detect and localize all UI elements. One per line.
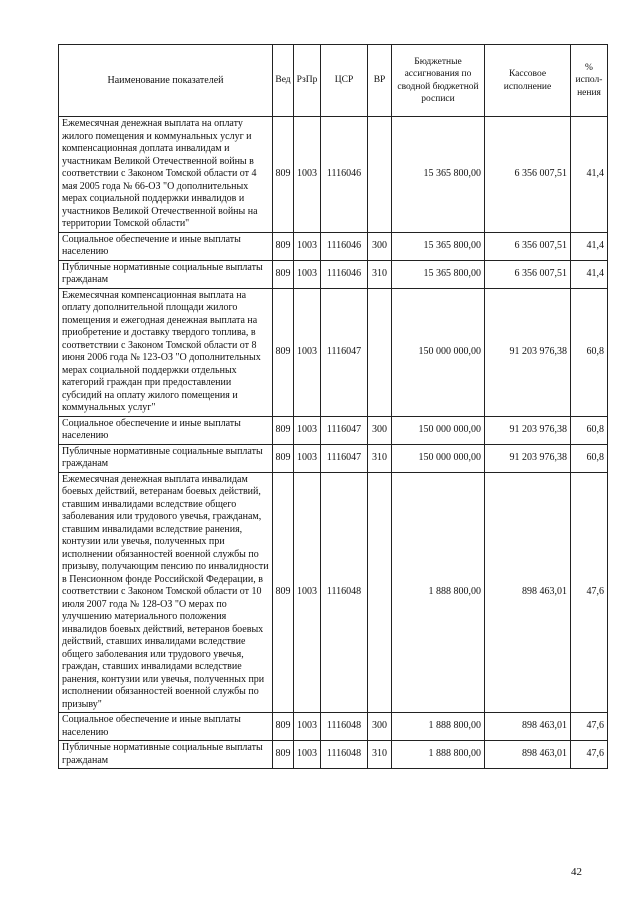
budget-execution-table <box>58 44 608 769</box>
row-department: 809 <box>273 260 294 288</box>
row-budget-allocation: 1 888 800,00 <box>392 741 485 769</box>
row-expense-type <box>368 472 392 713</box>
row-budget-allocation: 15 365 800,00 <box>392 260 485 288</box>
header-target-article: ЦСР <box>321 45 368 117</box>
row-section: 1003 <box>294 260 321 288</box>
table-header-row <box>59 45 608 117</box>
table-row <box>59 472 608 713</box>
row-budget-allocation: 150 000 000,00 <box>392 444 485 472</box>
row-indicator-name: Публичные нормативные социальные выплаты гражданам <box>59 741 273 769</box>
row-execution-percent: 41,4 <box>571 117 608 233</box>
row-indicator-name: Ежемесячная компенсационная выплата на оплату дополнительной площади жилого помещения и ежегодная денежная выплата на приобретение и доставку твердого топлива, в соответствии с Законом Томской области от 8 июня 2006 года № 123-ОЗ "О дополнительных мерах социальной поддержки отдельных категорий граждан при предоставлении субсидий на оплату жилого помещения и коммунальных услуг" <box>59 288 273 416</box>
row-department: 809 <box>273 288 294 416</box>
row-budget-allocation: 15 365 800,00 <box>392 117 485 233</box>
row-execution-percent: 47,6 <box>571 472 608 713</box>
row-target-article: 1116046 <box>321 117 368 233</box>
row-expense-type <box>368 117 392 233</box>
row-cash-execution: 6 356 007,51 <box>485 117 571 233</box>
row-expense-type: 310 <box>368 741 392 769</box>
row-budget-allocation: 1 888 800,00 <box>392 713 485 741</box>
row-execution-percent: 47,6 <box>571 713 608 741</box>
row-expense-type: 300 <box>368 232 392 260</box>
row-cash-execution: 91 203 976,38 <box>485 416 571 444</box>
row-department: 809 <box>273 713 294 741</box>
header-budget-allocations: Бюджетные ассигнования по сводной бюджетной росписи <box>392 45 485 117</box>
row-execution-percent: 47,6 <box>571 741 608 769</box>
table-row <box>59 741 608 769</box>
row-budget-allocation: 15 365 800,00 <box>392 232 485 260</box>
header-execution-percent: % испол- нения <box>571 45 608 117</box>
row-section: 1003 <box>294 741 321 769</box>
row-budget-allocation: 150 000 000,00 <box>392 288 485 416</box>
header-cash-execution: Кассовое исполнение <box>485 45 571 117</box>
row-indicator-name: Социальное обеспечение и иные выплаты населению <box>59 713 273 741</box>
row-expense-type: 310 <box>368 260 392 288</box>
row-expense-type <box>368 288 392 416</box>
row-execution-percent: 41,4 <box>571 260 608 288</box>
row-execution-percent: 60,8 <box>571 444 608 472</box>
row-cash-execution: 91 203 976,38 <box>485 444 571 472</box>
row-cash-execution: 898 463,01 <box>485 741 571 769</box>
header-expense-type: ВР <box>368 45 392 117</box>
row-department: 809 <box>273 232 294 260</box>
row-indicator-name: Ежемесячная денежная выплата на оплату жилого помещения и коммунальных услуг и компенсационная доплата инвалидам и участникам Великой Отечественной войны в соответствии с Законом Томской области от 4 мая 2005 года № 66-ОЗ "О дополнительных мерах социальной поддержки инвалидов и участников Великой Отечественной войны на территории Томской области" <box>59 117 273 233</box>
table-row <box>59 117 608 233</box>
row-execution-percent: 60,8 <box>571 416 608 444</box>
row-target-article: 1116048 <box>321 741 368 769</box>
row-target-article: 1116047 <box>321 416 368 444</box>
row-target-article: 1116046 <box>321 232 368 260</box>
row-expense-type: 310 <box>368 444 392 472</box>
row-execution-percent: 41,4 <box>571 232 608 260</box>
table-row <box>59 444 608 472</box>
row-section: 1003 <box>294 416 321 444</box>
row-indicator-name: Публичные нормативные социальные выплаты гражданам <box>59 260 273 288</box>
row-cash-execution: 898 463,01 <box>485 472 571 713</box>
table-body <box>59 117 608 769</box>
row-section: 1003 <box>294 444 321 472</box>
row-section: 1003 <box>294 117 321 233</box>
row-department: 809 <box>273 416 294 444</box>
row-department: 809 <box>273 117 294 233</box>
row-department: 809 <box>273 444 294 472</box>
row-cash-execution: 898 463,01 <box>485 713 571 741</box>
row-department: 809 <box>273 741 294 769</box>
row-indicator-name: Социальное обеспечение и иные выплаты населению <box>59 232 273 260</box>
row-section: 1003 <box>294 472 321 713</box>
table-row <box>59 260 608 288</box>
row-section: 1003 <box>294 288 321 416</box>
table-row <box>59 232 608 260</box>
row-target-article: 1116046 <box>321 260 368 288</box>
row-target-article: 1116048 <box>321 713 368 741</box>
row-expense-type: 300 <box>368 416 392 444</box>
row-cash-execution: 6 356 007,51 <box>485 260 571 288</box>
row-section: 1003 <box>294 713 321 741</box>
header-indicator-name: Наименование показателей <box>59 45 273 117</box>
row-target-article: 1116047 <box>321 444 368 472</box>
row-indicator-name: Ежемесячная денежная выплата инвалидам боевых действий, ветеранам боевых действий, ставшим инвалидами вследствие общего заболевания или трудового увечья, гражданам, ставшим инвалидами вследствие ранения, контузии или увечья, полученных при исполнении обязанностей военной службы по призыву, получающим пенсию по инвалидности в Пенсионном фонде Российской Федерации, в соответствии с Законом Томской области от 10 июля 2007 года № 128-ОЗ "О мерах по улучшению материального положения инвалидов боевых действий, ветеранов боевых действий, ставших инвалидами вследствие общего заболевания или трудового увечья, граждан, ставших инвалидами вследствие ранения, контузии или увечья, полученных при исполнении обязанностей военной службы по призыву" <box>59 472 273 713</box>
table-row <box>59 288 608 416</box>
table-row <box>59 416 608 444</box>
row-budget-allocation: 150 000 000,00 <box>392 416 485 444</box>
row-section: 1003 <box>294 232 321 260</box>
row-cash-execution: 91 203 976,38 <box>485 288 571 416</box>
row-cash-execution: 6 356 007,51 <box>485 232 571 260</box>
row-department: 809 <box>273 472 294 713</box>
row-budget-allocation: 1 888 800,00 <box>392 472 485 713</box>
row-execution-percent: 60,8 <box>571 288 608 416</box>
header-section: РзПр <box>294 45 321 117</box>
row-indicator-name: Публичные нормативные социальные выплаты гражданам <box>59 444 273 472</box>
row-target-article: 1116048 <box>321 472 368 713</box>
row-indicator-name: Социальное обеспечение и иные выплаты населению <box>59 416 273 444</box>
table-row <box>59 713 608 741</box>
header-department: Вед <box>273 45 294 117</box>
row-expense-type: 300 <box>368 713 392 741</box>
row-target-article: 1116047 <box>321 288 368 416</box>
page-number: 42 <box>571 866 582 878</box>
